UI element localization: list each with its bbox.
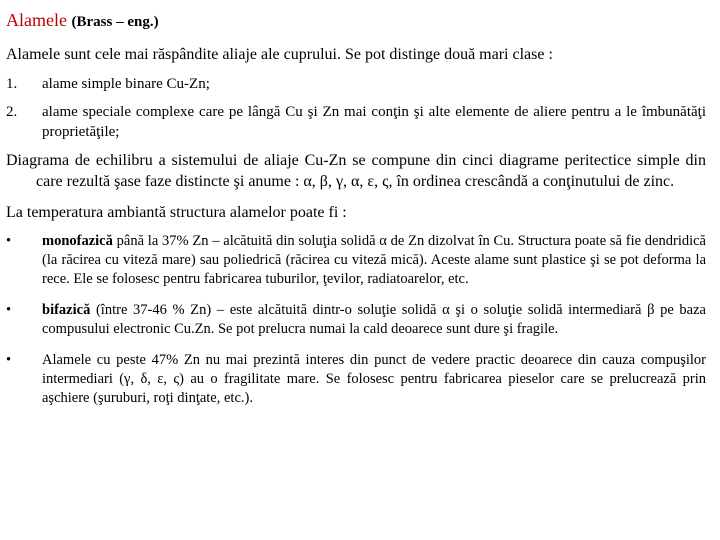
bullet-marker: • <box>6 302 12 318</box>
bullet-term: bifazică <box>42 302 91 318</box>
structure-bullet-list <box>6 232 706 408</box>
list-item-text: alame speciale complexe care pe lângă Cu şi Zn mai conţin şi alte elemente de aliere pentru a le îmbunătăţi proprietăţile; <box>42 104 706 140</box>
page-title <box>6 8 706 34</box>
document-page <box>6 8 706 420</box>
diagram-paragraph: Diagrama de echilibru a sistemului de aliaje Cu-Zn se compune din cinci diagrame peritectice simple din care rezultă şase faze distincte şi anume : α, β, γ, α, ε, ς, în ordinea crescândă a conţinutului de zinc. <box>6 152 706 190</box>
list-item-text: alame simple binare Cu-Zn; <box>42 76 210 92</box>
bullet-item <box>6 351 706 408</box>
title-subtitle: (Brass – eng.) <box>71 14 159 30</box>
bullet-item <box>6 301 706 339</box>
intro-paragraph: Alamele sunt cele mai răspândite aliaje ale cuprului. Se pot distinge două mari clase : <box>6 46 553 63</box>
bullet-description: (între 37-46 % Zn) – este alcătuită dintr-o soluţie solidă α şi o soluţie solidă intermediară β pe baza compusului electronic Cu.Zn. Se pot prelucra numai la cald deoarece sunt dure şi fragile. <box>42 302 706 337</box>
bullet-marker: • <box>6 233 12 249</box>
classes-list <box>6 74 706 142</box>
bullet-description: Alamele cu peste 47% Zn nu mai prezintă interes din punct de vedere practic deoarece din cauza compuşilor intermediari (γ, δ, ε, ς) au o fragilitate mare. Se folosesc pentru fabricarea pieselor care se prelucrează prin aşchiere (şuruburi, roţi dinţate, etc.). <box>42 352 706 406</box>
bullet-term: monofazică <box>42 233 113 249</box>
ambient-paragraph: La temperatura ambiantă structura alamelor poate fi : <box>6 204 347 221</box>
bullet-marker: • <box>6 352 12 368</box>
bullet-item <box>6 232 706 289</box>
bullet-text <box>42 301 706 339</box>
bullet-text <box>42 351 706 408</box>
title-main: Alamele <box>6 10 67 30</box>
bullet-text <box>42 232 706 289</box>
list-item <box>6 74 706 94</box>
list-marker: 2. <box>6 104 18 120</box>
list-item <box>6 102 706 142</box>
list-marker: 1. <box>6 76 18 92</box>
bullet-description: până la 37% Zn – alcătuită din soluţia solidă α de Zn dizolvat în Cu. Structura poate să fie dendridică (la răcirea cu viteză mare) sau poliedrică (răcirea cu viteză mică). Aceste alame sunt plastice şi se pot deforma la rece. Ele se folosesc pentru fabricarea tuburilor, ţevilor, radiatoarelor, etc. <box>42 233 706 287</box>
